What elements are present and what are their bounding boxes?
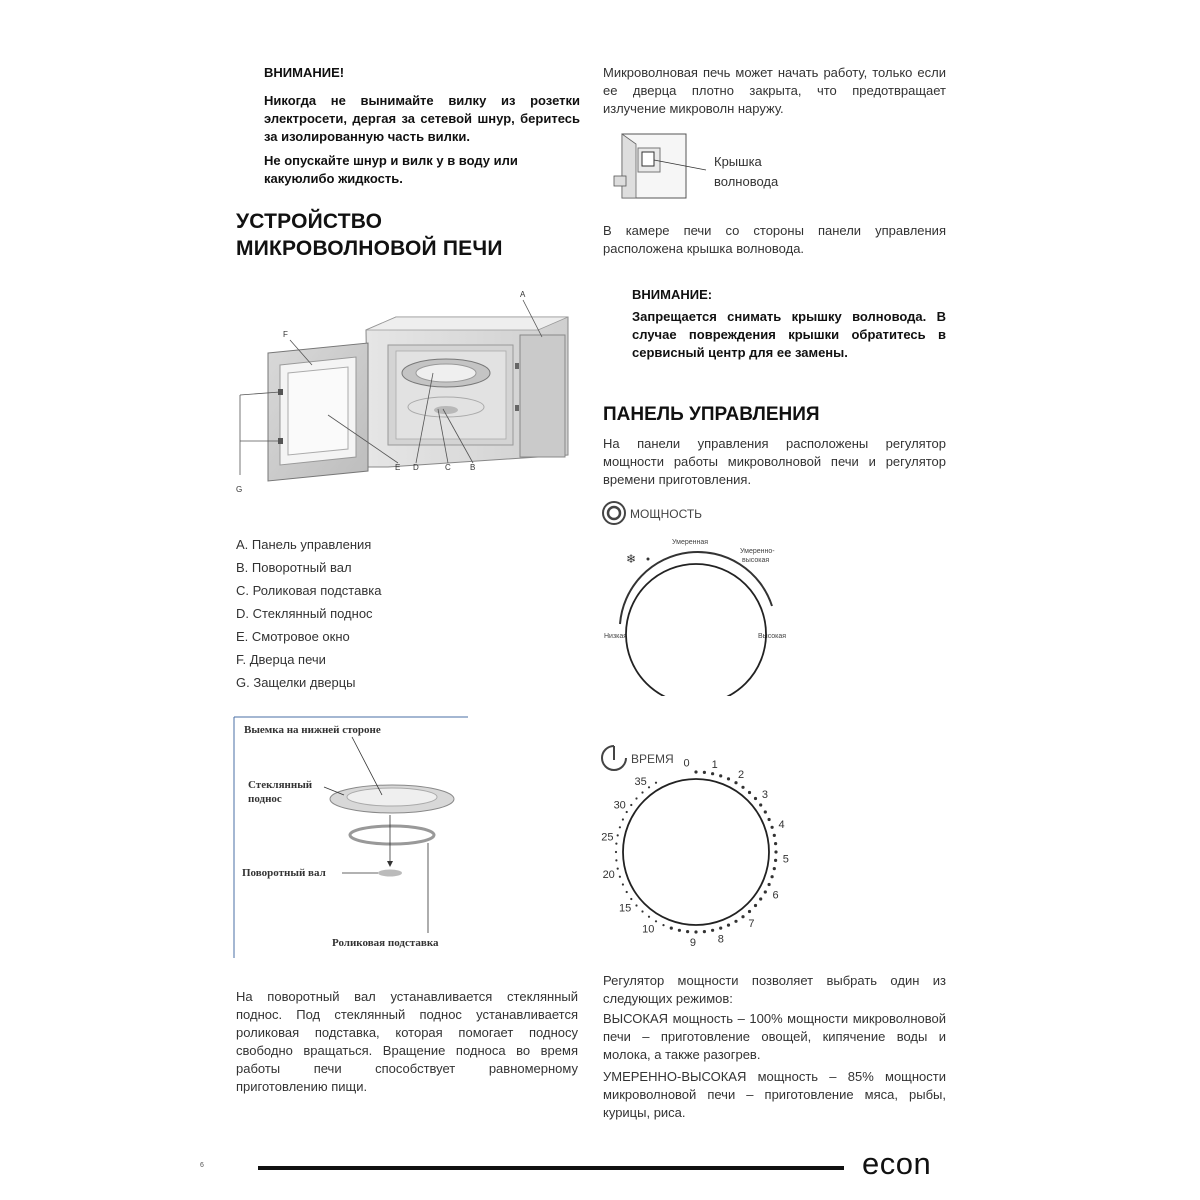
time-scale-dot bbox=[727, 777, 730, 780]
time-scale-dot bbox=[711, 772, 714, 775]
time-scale-dot bbox=[711, 929, 714, 932]
time-scale-dot bbox=[617, 868, 619, 870]
time-scale-dot bbox=[655, 782, 657, 784]
label-d: D bbox=[413, 463, 419, 472]
time-scale-dot bbox=[719, 774, 722, 777]
time-tick-label: 8 bbox=[717, 933, 724, 946]
time-scale-dot bbox=[759, 803, 762, 806]
time-scale-dot bbox=[754, 904, 757, 907]
device-heading-line1: УСТРОЙСТВО bbox=[236, 210, 383, 233]
legend-item: F. Дверца печи bbox=[236, 652, 326, 667]
time-scale-dot bbox=[741, 786, 744, 789]
time-scale-dot bbox=[719, 927, 722, 930]
time-scale-dot bbox=[622, 818, 624, 820]
snowflake-icon: ❄ bbox=[626, 552, 637, 566]
time-dial-figure bbox=[598, 742, 798, 952]
time-scale-dot bbox=[741, 915, 744, 918]
time-scale-dot bbox=[648, 916, 650, 918]
time-tick-label: 0 bbox=[683, 757, 690, 770]
time-scale-dot bbox=[773, 867, 776, 870]
mode-medium-high: УМЕРЕННО-ВЫСОКАЯ мощность – 85% мощности микроволновой печи – приготовление мяса, рыбы, курицы, риса. bbox=[603, 1069, 946, 1120]
time-scale-dot bbox=[771, 875, 774, 878]
waveguide-label-1: Крышка bbox=[714, 154, 762, 169]
time-scale-dot bbox=[630, 804, 632, 806]
time-tick-label: 9 bbox=[689, 936, 696, 949]
brand-logo: econ bbox=[862, 1146, 932, 1181]
time-scale-dot bbox=[662, 924, 664, 926]
time-tick-label: 35 bbox=[634, 776, 647, 789]
time-tick-label: 3 bbox=[761, 789, 768, 802]
time-scale-dot bbox=[635, 904, 637, 906]
waveguide-text: В камере печи со стороны панели управления расположена крышка волновода. bbox=[603, 223, 946, 256]
time-scale-dot bbox=[622, 883, 624, 885]
time-scale-dot bbox=[774, 859, 777, 862]
time-scale-dot bbox=[678, 929, 681, 932]
control-panel bbox=[520, 335, 565, 457]
time-scale-dot bbox=[617, 834, 619, 836]
time-scale-dot bbox=[734, 920, 737, 923]
power-dial-figure bbox=[598, 496, 798, 696]
time-scale-dot bbox=[768, 883, 771, 886]
warning2-title: ВНИМАНИЕ: bbox=[632, 287, 713, 302]
tray-assembly-figure bbox=[232, 715, 472, 960]
warning2-box bbox=[632, 286, 946, 362]
time-tick-label: 30 bbox=[613, 799, 626, 812]
time-tick-label: 4 bbox=[778, 819, 785, 832]
time-knob bbox=[623, 779, 769, 925]
time-scale-dot bbox=[703, 771, 706, 774]
modes-intro: Регулятор мощности позволяет выбрать один из следующих режимов: bbox=[603, 973, 946, 1006]
time-scale-dot bbox=[641, 791, 643, 793]
time-scale-dot bbox=[748, 910, 751, 913]
time-scale-dot bbox=[615, 859, 617, 861]
label-c: C bbox=[445, 463, 451, 472]
power-level-medium-high-1: Умеренно- bbox=[740, 548, 775, 555]
time-tick-label: 20 bbox=[602, 868, 615, 881]
time-scale-dot bbox=[703, 930, 706, 933]
warning-text-2: Не опускайте шнур и вилк у в воду или какуюлибо жидкость. bbox=[264, 153, 518, 186]
time-tick-label: 1 bbox=[711, 759, 718, 771]
tray-label-shaft: Поворотный вал bbox=[242, 867, 326, 879]
time-scale-dot bbox=[615, 843, 617, 845]
time-scale-dot bbox=[694, 770, 697, 773]
warning2-text: Запрещается снимать крышку волновода. В случае повреждения крышки обратитесь в сервисный центр для ее замены. bbox=[632, 309, 946, 360]
microwave-diagram bbox=[228, 285, 578, 500]
power-knob bbox=[626, 564, 766, 696]
time-scale-dot bbox=[648, 786, 650, 788]
time-scale-dot bbox=[764, 810, 767, 813]
footer-rule bbox=[258, 1166, 844, 1170]
waveguide-cover bbox=[642, 152, 654, 166]
legend-item: B. Поворотный вал bbox=[236, 560, 352, 575]
time-scale-dot bbox=[626, 811, 628, 813]
legend-item: D. Стеклянный поднос bbox=[236, 606, 373, 621]
panel-text: На панели управления расположены регулятор мощности работы микроволновой печи и регулятор времени приготовления. bbox=[603, 436, 946, 487]
time-scale-dot bbox=[635, 797, 637, 799]
time-scale-dot bbox=[768, 818, 771, 821]
tray-paragraph: На поворотный вал устанавливается стеклянный поднос. Под стеклянный поднос устанавливается роликовая подставка, которая помогает подносу свободно вращаться. Вращение подноса во время работы печи способствует равномерному приготовлению пищи. bbox=[236, 989, 578, 1094]
warning-box bbox=[264, 64, 580, 194]
waveguide-label-2: волновода bbox=[714, 174, 779, 189]
time-scale-dot bbox=[727, 924, 730, 927]
time-scale-dot bbox=[748, 791, 751, 794]
legend-item: G. Защелки дверцы bbox=[236, 675, 356, 690]
warning-text-1: Никогда не вынимайте вилку из розетки электросети, дергая за сетевой шнур, беритесь за изолированную часть вилки. bbox=[264, 93, 580, 144]
time-label: ВРЕМЯ bbox=[631, 752, 674, 766]
time-scale-dot bbox=[754, 797, 757, 800]
panel-heading: ПАНЕЛЬ УПРАВЛЕНИЯ bbox=[603, 404, 820, 425]
viewing-window bbox=[288, 367, 348, 455]
legend-item: E. Смотровое окно bbox=[236, 629, 350, 644]
time-scale-dot bbox=[774, 842, 777, 845]
label-a: A bbox=[520, 290, 526, 299]
device-heading bbox=[236, 208, 566, 262]
label-f: F bbox=[283, 330, 288, 339]
time-tick-label: 7 bbox=[748, 917, 755, 930]
time-scale-dot bbox=[764, 890, 767, 893]
time-tick-label: 15 bbox=[618, 902, 632, 915]
time-scale-dot bbox=[734, 781, 737, 784]
time-scale-dot bbox=[655, 920, 657, 922]
warning-title: ВНИМАНИЕ! bbox=[264, 65, 345, 80]
parts-legend bbox=[236, 533, 381, 694]
time-tick-label: 2 bbox=[737, 769, 745, 782]
power-level-medium: Умеренная bbox=[672, 539, 709, 546]
label-e: E bbox=[395, 463, 401, 472]
tray-roller bbox=[350, 826, 434, 844]
time-tick-label: 5 bbox=[782, 853, 789, 866]
time-scale-dot bbox=[619, 826, 621, 828]
time-scale-dot bbox=[686, 930, 689, 933]
time-scale-dot bbox=[641, 910, 643, 912]
page-marker: 6 bbox=[200, 1162, 204, 1169]
time-scale-dot bbox=[630, 898, 632, 900]
legend-item: A. Панель управления bbox=[236, 537, 372, 552]
power-level-high: Высокая bbox=[758, 633, 787, 640]
label-b: B bbox=[470, 463, 476, 472]
time-scale-dot bbox=[615, 851, 617, 853]
power-icon bbox=[603, 502, 625, 524]
time-tick-label: 25 bbox=[601, 831, 614, 844]
tray-label-notch: Выемка на нижней стороне bbox=[244, 724, 381, 736]
time-scale-dot bbox=[619, 876, 621, 878]
time-scale-dot bbox=[773, 834, 776, 837]
tray-label-glass-1: Стеклянный bbox=[248, 779, 313, 791]
mode-high: ВЫСОКАЯ мощность – 100% мощности микроволновой печи – приготовление овощей, кипячение воды и молока, а также разогрев. bbox=[603, 1011, 946, 1062]
power-level-low: Низкая bbox=[604, 633, 628, 640]
time-scale-dot bbox=[759, 897, 762, 900]
power-level-medium-high-2: высокая bbox=[742, 557, 770, 564]
tray-label-roller: Роликовая подставка bbox=[332, 937, 439, 949]
time-scale-dot bbox=[670, 927, 673, 930]
device-heading-line2: МИКРОВОЛНОВОЙ ПЕЧИ bbox=[236, 237, 503, 260]
power-label: МОЩНОСТЬ bbox=[630, 507, 703, 521]
tray-shaft bbox=[378, 870, 402, 877]
time-scale-dot bbox=[774, 850, 777, 853]
time-scale-dot bbox=[626, 891, 628, 893]
legend-item: C. Роликовая подставка bbox=[236, 583, 382, 598]
label-g: G bbox=[236, 485, 243, 494]
time-tick-label: 10 bbox=[642, 923, 655, 936]
time-tick-label: 6 bbox=[772, 889, 779, 902]
time-scale-dot bbox=[694, 930, 697, 933]
intro-text: Микроволновая печь может начать работу, только если ее дверца плотно закрыта, что предотвращает излучение микроволн наружу. bbox=[603, 65, 946, 116]
tray-label-glass-2: поднос bbox=[248, 793, 282, 805]
time-scale-dot bbox=[771, 826, 774, 829]
waveguide-figure bbox=[610, 130, 810, 206]
